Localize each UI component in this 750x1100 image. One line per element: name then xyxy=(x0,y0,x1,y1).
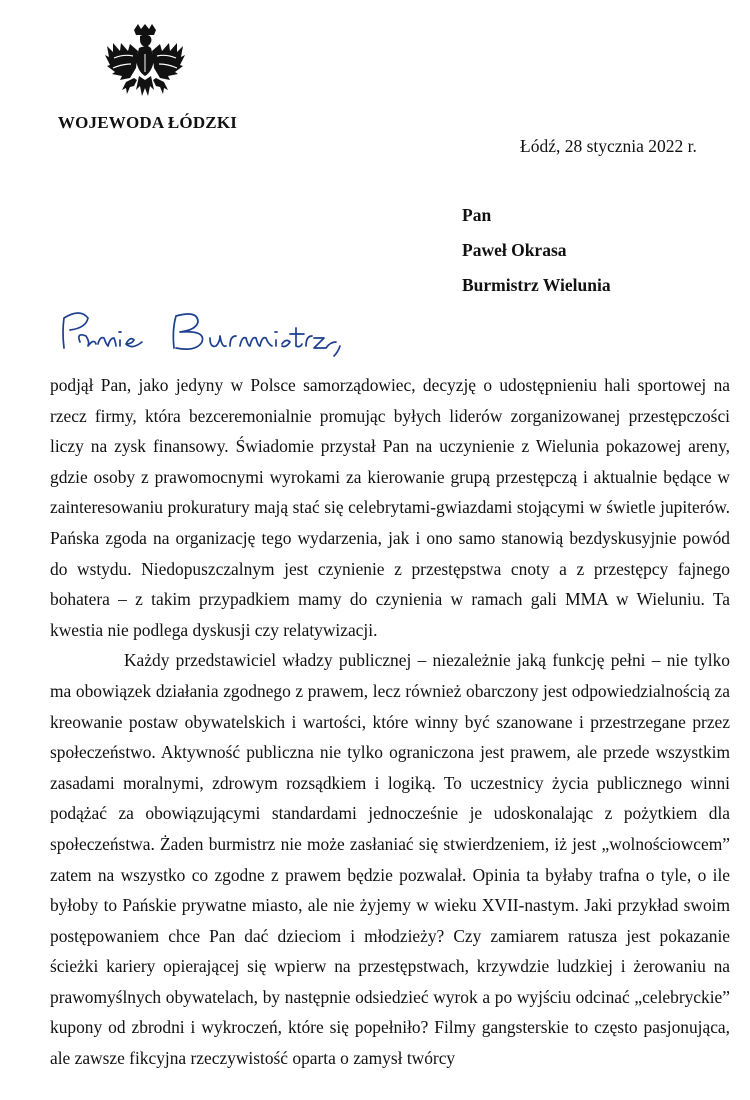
addressee-title: Burmistrz Wielunia xyxy=(462,275,611,295)
addressee-line-1: Pan xyxy=(462,205,492,225)
paragraph-2: Każdy przedstawiciel władzy publicznej – niezależnie jaką funkcję pełni – nie tylko ma obowiązek działania zgodnego z prawem, lecz również obarczony jest odpowiedzialnością za kreowanie postaw obywatelskich i wartości, które winny być szanowane i przestrzegane przez społeczeństwo. Aktywność publiczna nie tylko ograniczona jest prawem, ale przede wszystkim zasadami moralnymi, zdrowym rozsądkiem i logiką. To uczestnicy życia publicznego winni podążać za obowiązującymi standardami jednocześnie je udoskonalając z pożytkiem dla społeczeństwa. Żaden burmistrz nie może zasłaniać się stwierdzeniem, iż jest „wolnościowcem” zatem na wszystko co zgodne z prawem będzie pozwalał. Opinia ta byłaby trafna o tyle, o ile byłoby to Pańskie prywatne miasto, ale nie żyjemy w wieku XVII-nastym. Jaki przykład swoim postępowaniem chce Pan dać dzieciom i młodzieży? Czy zamiarem ratusza jest pokazanie ścieżki kariery opierającej się wpierw na przestępstwach, krzywdzie ludzkiej i żerowaniu na prawomyślnych obywatelach, by następnie odsiedzieć wyrok a po wyjściu odcinać „celebryckie” kupony od zbrodni i wykroczeń, które się popełniło? Filmy gangsterskie to często pasjonująca, ale zawsze fikcyjna rzeczywistość oparta o zamysł twórcy xyxy=(50,650,730,1069)
office-name: WOJEWODA ŁÓDZKI xyxy=(57,113,238,132)
polish-eagle-emblem-icon xyxy=(104,24,186,114)
letter-date: Łódź, 28 stycznia 2022 r. xyxy=(520,136,697,156)
addressee-name: Paweł Okrasa xyxy=(462,240,567,260)
addressee-block xyxy=(462,198,611,303)
paragraph-1: podjął Pan, jako jedyny w Polsce samorządowiec, decyzję o udostępnieniu hali sportowej na rzecz firmy, która bezceremonialnie promując byłych liderów zorganizowanej przestępczości liczy na zysk finansowy. Świadomie przystał Pan na uczynienie z Wielunia pokazowej areny, gdzie osoby z prawomocnymi wyrokami za kierowanie grupą przestępczą i aktualnie będące w zainteresowaniu prokuratury mają stać się celebrytami-gwiazdami stojącymi w świetle jupiterów. Pańska zgoda na organizację tego wydarzenia, jak i ono samo stanowią bezdyskusyjnie powód do wstydu. Niedopuszczalnym jest czynienie z przestępstwa cnoty a z przestępcy fajnego bohatera – z takim przypadkiem mamy do czynienia w ramach gali MMA w Wieluniu. Ta kwestia nie podlega dyskusji czy relatywizacji. xyxy=(50,375,730,640)
handwritten-salutation xyxy=(50,302,350,368)
letter-body xyxy=(50,370,730,1074)
